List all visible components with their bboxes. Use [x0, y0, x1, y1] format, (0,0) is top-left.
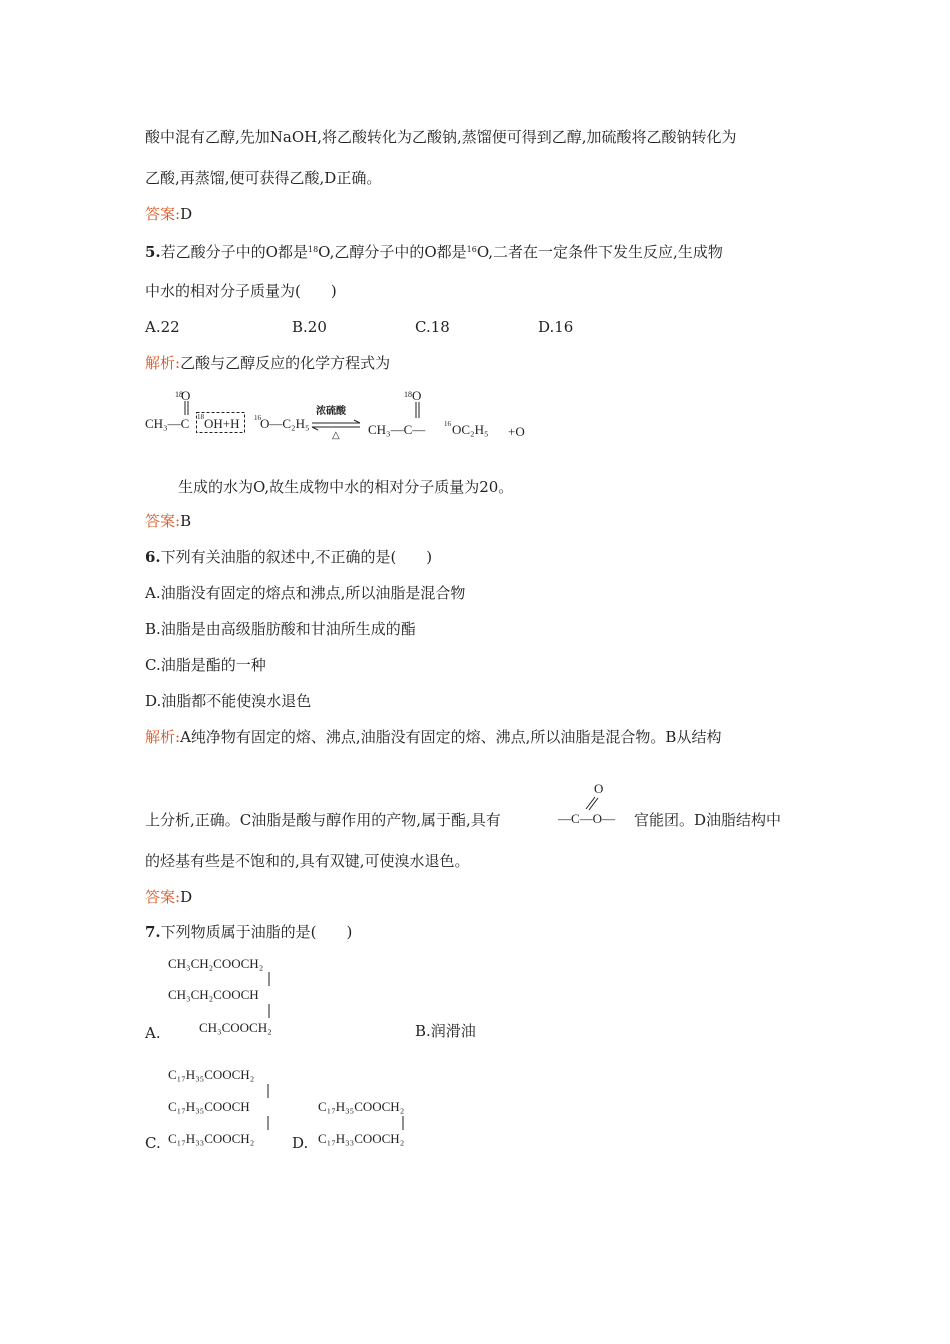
q5-iso-18: 18 — [307, 245, 319, 254]
q6-option-b[interactable]: B.油脂是由高级脂肪酸和甘油所生成的酯 — [145, 620, 416, 638]
q7-c-line-3: C₁₇H₃₃COOCH₂ — [168, 1131, 255, 1146]
q5-option-c[interactable]: C.18 — [415, 318, 450, 336]
eq-ethanol-part: O—C₂H₅ — [260, 416, 310, 431]
q5-result: 生成的水为O,故生成物中水的相对分子质量为20。 — [178, 478, 514, 496]
answer-label: 答案: — [145, 512, 181, 530]
q6-analysis-text-1: A纯净物有固定的熔、沸点,油脂没有固定的熔、沸点,所以油脂是混合物。B从结构 — [180, 728, 722, 746]
answer-value: D — [180, 888, 193, 906]
q5-iso-16: 16 — [466, 245, 477, 254]
q7-c-line-2: C₁₇H₃₅COOCH — [168, 1099, 250, 1114]
q7-stem-text: 下列物质属于油脂的是( ) — [160, 923, 353, 941]
q6-analysis-line-2b: 官能团。D油脂结构中 — [634, 811, 782, 829]
q5-stem-line-1 — [145, 240, 723, 262]
q5-option-d[interactable]: D.16 — [538, 318, 574, 336]
analysis-label: 解析: — [145, 354, 181, 372]
analysis-continuation-line-1: 酸中混有乙醇,先加NaOH,将乙酸转化为乙酸钠,蒸馏便可得到乙醇,加硫酸将乙酸钠转化为 — [145, 128, 737, 146]
answer-line-prev — [145, 204, 192, 224]
answer-value: B — [180, 512, 192, 530]
eq-double-bond-right — [414, 402, 424, 422]
ester-group: —C—O— — [558, 811, 616, 826]
q7-c-line-1: C₁₇H₃₅COOCH₂ — [168, 1067, 255, 1082]
eq-heat: △ — [332, 430, 340, 441]
eq-product-acid: CH₃—C— — [368, 422, 426, 437]
eq-o16-label: 16 — [254, 414, 261, 422]
q5-option-a[interactable]: A.22 — [145, 318, 180, 336]
q6-option-d[interactable]: D.油脂都不能使溴水退色 — [145, 692, 312, 710]
analysis-continuation-line-2: 乙酸,再蒸馏,便可获得乙酸,D正确。 — [145, 169, 382, 187]
eq-plus-water: +O — [508, 424, 525, 439]
q5-option-b[interactable]: B.20 — [292, 318, 327, 336]
q7-option-c-label: C. — [145, 1134, 161, 1152]
eq-product-ester: OC₂H₅ — [452, 422, 489, 437]
q5-analysis-text: 乙酸与乙醇反应的化学方程式为 — [180, 354, 391, 372]
q6-option-a[interactable]: A.油脂没有固定的熔点和沸点,所以油脂是混合物 — [145, 584, 466, 602]
q5-number: 5. — [145, 243, 161, 261]
q5-stem-line-2: 中水的相对分子质量为( ) — [145, 282, 337, 300]
q5-analysis-line — [145, 353, 390, 373]
q5-stem-a: 若乙酸分子中的O都是 — [160, 243, 308, 261]
q6-analysis-line-2a: 上分析,正确。C油脂是酸与醇作用的产物,属于酯,具有 — [145, 811, 501, 829]
q7-option-b[interactable]: B.润滑油 — [415, 1022, 476, 1040]
q6-stem-text: 下列有关油脂的叙述中,不正确的是( ) — [160, 548, 433, 566]
q7-a-line-3: CH₃COOCH₂ — [199, 1020, 272, 1035]
q6-stem — [145, 547, 432, 567]
answer-line-q6 — [145, 887, 192, 907]
q7-d-bonds — [400, 1114, 406, 1144]
answer-value: D — [180, 205, 193, 223]
q6-number: 6. — [145, 548, 161, 566]
eq-o18-small: 18 — [197, 413, 204, 421]
q7-a-bonds — [266, 970, 272, 1040]
q7-d-line-2: C₁₇H₃₃COOCH₂ — [318, 1131, 405, 1146]
q7-stem — [145, 922, 352, 942]
eq-reactant-acid: CH₃—C — [145, 416, 190, 431]
q6-analysis-line-3: 的烃基有些是不饱和的,具有双键,可使溴水退色。 — [145, 852, 470, 870]
answer-line-q5 — [145, 511, 191, 531]
q6-option-c[interactable]: C.油脂是酯的一种 — [145, 656, 266, 674]
eq-product-o16-label: 16 — [444, 420, 451, 428]
eq-carbonyl-o-right: O — [412, 388, 422, 403]
q6-analysis-line-1 — [145, 727, 721, 747]
q5-stem-c: O,二者在一定条件下发生反应,生成物 — [476, 243, 723, 261]
eq-carbonyl-o-left: O — [181, 388, 191, 403]
q7-a-line-2: CH₃CH₂COOCH — [168, 987, 259, 1002]
ester-group-o: O — [594, 781, 604, 796]
q7-c-bonds — [265, 1082, 271, 1152]
eq-o18-product-label: 18 — [404, 390, 412, 399]
analysis-label: 解析: — [145, 728, 181, 746]
q7-option-a-label: A. — [145, 1024, 161, 1042]
q5-stem-b: O,乙醇分子中的O都是 — [318, 243, 467, 261]
q7-option-d-label: D. — [292, 1134, 309, 1152]
q7-a-line-1: CH₃CH₂COOCH₂ — [168, 956, 264, 971]
q7-d-line-1: C₁₇H₃₅COOCH₂ — [318, 1099, 405, 1114]
eq-catalyst: 浓硫酸 — [316, 406, 346, 417]
eq-oh-h: OH+H — [204, 416, 240, 431]
answer-label: 答案: — [145, 888, 181, 906]
q7-number: 7. — [145, 923, 161, 941]
answer-label: 答案: — [145, 205, 181, 223]
eq-o18-label: 18 — [175, 390, 183, 399]
